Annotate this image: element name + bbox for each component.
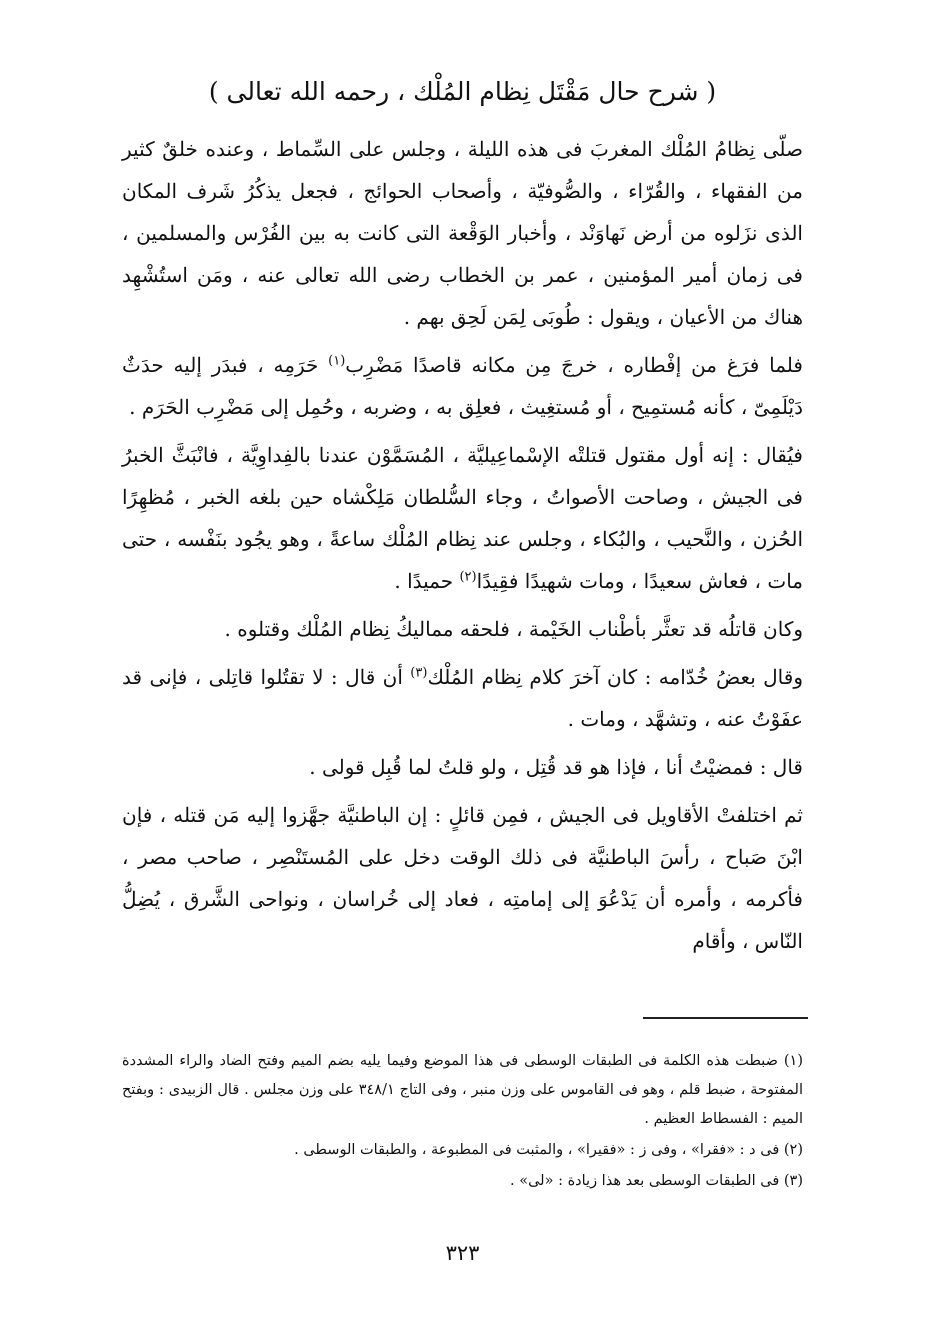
paragraph-2-end: حَرَمِه ، فبدَر إليه حدَثٌ دَيْلَمِىّ ، كأنه مُستمِيح ، أو مُستغِيث ، فعلِق به ، وضربه ، وحُمِل إلى مَضْرِب الحَرَم . [122,353,803,419]
paragraph-5-start: وقال بعضُ خُدّامه : كان آخرَ كلام نِظام المُلْك [427,665,803,689]
footnotes [122,1047,803,1198]
paragraph-1: صلّى نِظامُ المُلْك المغربَ فى هذه الليلة ، وجلس على السِّماط ، وعنده خلقٌ كثير من الفقهاء ، والقُرّاء ، والصُّوفيّة ، وأصحاب الحوائج ، فجعل يذكُرُ شَرف المكان الذى نزَلوه من أرض نَهاوَنْد ، وأخبار الوَقْعة التى كانت به بين الفُرْس والمسلمين ، فى زمان أمير المؤمنين ، عمر بن الخطاب رضى الله تعالى عنه ، ومَن استُشْهِد هناك من الأعيان ، ويقول : طُوبَى لِمَن لَحِق بهم . [122,137,803,329]
paragraph-7: ثم اختلفتْ الأقاويل فى الجيش ، فمِن قائلٍ : إن الباطنيَّة جهَّزوا إليه مَن قتله ، فإن ابْنَ صَباح ، رأسَ الباطنيَّة فى ذلك الوقت دخل على المُستَنْصِر ، صاحب مصر ، فأكرمه ، وأمره أن يَدْعُوَ إلى إمامتِه ، فعاد إلى خُراسان ، ونواحى الشَّرق ، يُضِلُّ النّاس ، وأقام [122,803,803,953]
footnote-2: (٢) فى د : «فقرا» ، وفى ز : «فقيرا» ، والمثبت فى المطبوعة ، والطبقات الوسطى . [294,1142,803,1158]
main-text [122,128,803,968]
paragraph-2-start: فلما فرَغ من إفْطاره ، خرجَ مِن مكانه قاصدًا مَضْرِب [345,353,803,377]
footnote-ref-3[interactable]: (٣) [410,665,428,681]
footnote-ref-2[interactable]: (٢) [459,569,477,585]
paragraph-3 [122,434,803,602]
paragraph-3-end: حميدًا . [394,569,460,593]
footnote-3: (٣) فى الطبقات الوسطى بعد هذا زيادة : «لى» . [510,1173,803,1189]
footnote-1: (١) ضبطت هذه الكلمة فى الطبقات الوسطى فى هذا الموضع وفيما يليه بضم الميم وفتح الضاد والراء المشددة المفتوحة ، ضبط قلم ، وهو فى القاموس على وزن منبر ، وفى التاج ٣٤٨/١ على وزن مجلس . قال الزبيدى : وبفتح الميم : الفسطاط العظيم . [122,1053,803,1127]
paragraph-6: قال : فمضيْتُ أنا ، فإذا هو قد قُتِل ، ولو قلتُ لما قُبِل قولى . [309,755,803,779]
section-heading: ( شرح حال مَقْتَل نِظام المُلْك ، رحمه الله تعالى ) [208,77,717,106]
page-number: ٣٢٣ [445,1241,480,1265]
footnote-separator [643,1017,808,1019]
paragraph-3-start: فيُقال : إنه أول مقتول قتلتْه الإسْماعِيليَّة ، المُسَمَّوْن عندنا بالفِداوِيَّة ، فانْبَثَّ الخبرُ فى الجيش ، وصاحت الأصواتُ ، وجاء السُّلطان مَلِكْشاه حين بلغه الخبر ، مُظهِرًا الحُزن ، والنَّحيب ، والبُكاء ، وجلس عند نِظام المُلْك ساعةً ، وهو يجُود بنَفْسه ، حتى [122,443,803,551]
paragraph-2 [122,344,803,428]
paragraph-4: وكان قاتلُه قد تعثَّر بأطْناب الخَيْمة ، فلحقه مماليكُ نِظام المُلْك وقتلوه . [224,617,803,641]
paragraph-3-cont: مات ، فعاش سعيدًا ، ومات شهيدًا فقِيدًا [476,569,803,593]
footnote-ref-1[interactable]: (١) [328,353,346,369]
paragraph-5-end: أن قال : لا تقتُلوا قاتِلى ، فإنى قد عفَوْتُ عنه ، وتشهَّد ، ومات . [122,665,803,731]
paragraph-5 [122,656,803,740]
